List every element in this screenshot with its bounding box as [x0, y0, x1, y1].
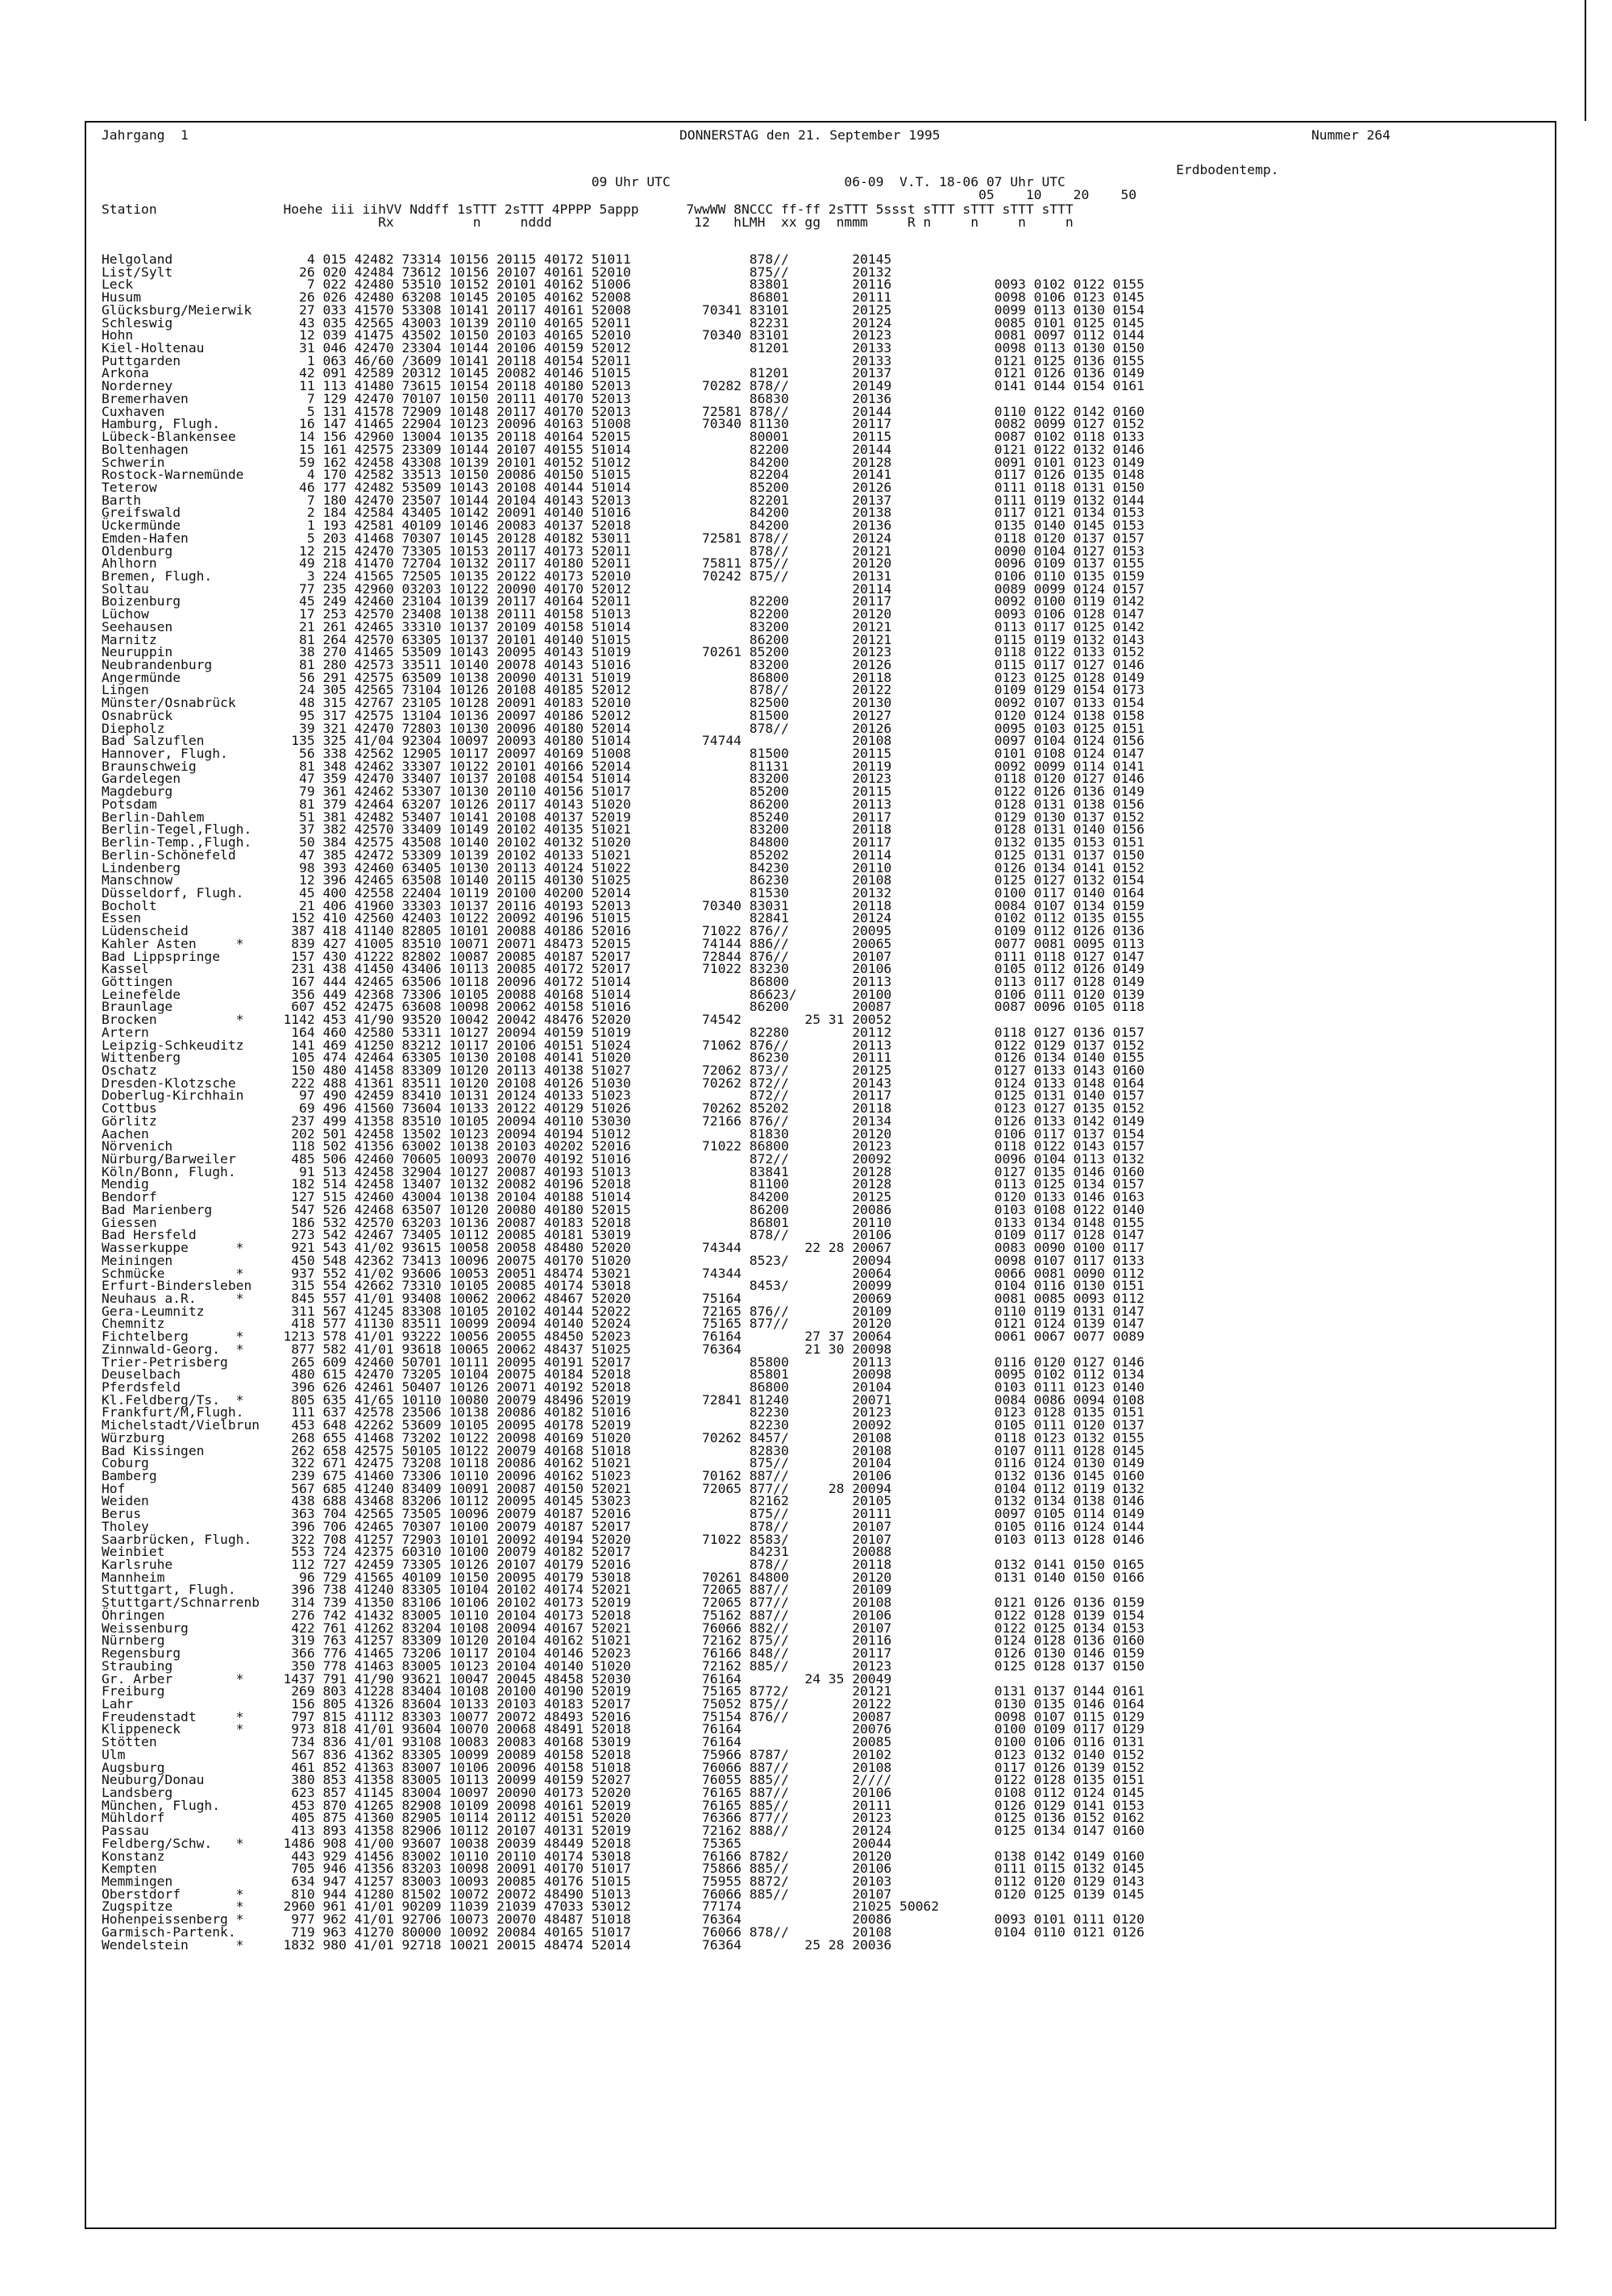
table-row: Erfurt-Bindersleben 315 554 42662 73310 10105 20085 40174 53018 8453/ 20099 0104 0116 0130 0151 — [102, 1278, 1145, 1294]
table-row: List/Sylt 26 020 42484 73612 10156 20107 40161 52010 875// 20132 — [102, 264, 892, 280]
table-row: Weinbiet 553 724 42375 60310 10100 20079 40182 52017 84231 20088 — [102, 1544, 892, 1560]
table-row: Karlsruhe 112 727 42459 73305 10126 20107 40179 52016 878// 20118 0132 0141 0150 0165 — [102, 1557, 1145, 1573]
table-row: Essen 152 410 42560 42403 10122 20092 40196 51015 82841 20124 0102 0112 0135 0155 — [102, 910, 1145, 926]
table-row: Saarbrücken, Flugh. 322 708 41257 72903 10101 20092 40194 52020 71022 8583/ 20107 0103 0113 0128 0146 — [102, 1531, 1145, 1547]
table-row: Coburg 322 671 42475 73208 10118 20086 40162 51021 875// 20104 0116 0124 0130 0149 — [102, 1455, 1145, 1471]
column-header-line-4: Station Hoehe iii iihVV Nddff 1sTTT 2sTTT 4PPPP 5appp 7wwWW 8NCCC ff-ff 2sTTT 5ssst sTTT sTTT sTTT sTTT — [102, 202, 1074, 217]
table-row: Bremerhaven 7 129 42470 70107 10150 20111 40170 52013 86830 20136 — [102, 390, 892, 406]
table-row: Marnitz 81 264 42570 63305 10137 20101 40140 51015 86200 20121 0115 0119 0132 0143 — [102, 631, 1145, 647]
jahrgang-label: Jahrgang 1 — [102, 127, 189, 143]
table-row: Bad Lippspringe 157 430 41222 82802 10087 20085 40187 52017 72844 876// 20107 0111 0118 0127 0147 — [102, 948, 1145, 964]
table-row: Doberlug-Kirchhain 97 490 42459 83410 10131 20124 40133 51023 872// 20117 0125 0131 0140 0157 — [102, 1088, 1145, 1104]
table-row: Straubing 350 778 41463 83005 10123 20104 40140 51020 72162 885// 20123 0125 0128 0137 0150 — [102, 1658, 1145, 1674]
table-row: Weiden 438 688 43468 83206 10112 20095 40145 53023 82162 20105 0132 0134 0138 0146 — [102, 1493, 1145, 1509]
table-row: Kiel-Holtenau 31 046 42470 23304 10144 20106 40159 52012 81201 20133 0098 0113 0130 0150 — [102, 340, 1145, 356]
table-row: Bad Hersfeld 273 542 42467 73405 10112 20085 40181 53019 878// 20106 0109 0117 0128 0147 — [102, 1227, 1145, 1243]
table-row: Landsberg 623 857 41145 83004 10097 20090 40173 52020 76165 887// 20106 0108 0112 0124 0145 — [102, 1784, 1145, 1800]
table-row: Lingen 24 305 42565 73104 10126 20108 40185 52012 878// 20122 0109 0129 0154 0173 — [102, 682, 1145, 698]
table-row: Wendelstein * 1832 980 41/01 92718 10021 20015 48474 52014 76364 25 28 20036 — [102, 1936, 892, 1953]
table-row: Fichtelberg * 1213 578 41/01 93222 10056 20055 48450 52023 76164 27 37 20064 0061 0067 0077 0089 — [102, 1329, 1145, 1345]
table-row: Wasserkuppe * 921 543 41/02 93615 10058 20058 48480 52020 74344 22 28 20067 0083 0090 0100 0117 — [102, 1240, 1145, 1256]
table-row: Stuttgart/Schnarrenb 314 739 41350 83106 10106 20102 40173 52019 72065 877// 20108 0121 0126 0136 0159 — [102, 1595, 1145, 1611]
table-row: Weissenburg 422 761 41262 83204 10108 20094 40167 52021 76066 882// 20107 0122 0125 0134 0153 — [102, 1620, 1145, 1636]
table-row: Freudenstadt * 797 815 41112 83303 10077 20072 48493 52016 75154 876// 20087 0098 0107 0115 0129 — [102, 1708, 1145, 1724]
table-row: Gardelegen 47 359 42470 33407 10137 20108 40154 51014 83200 20123 0118 0120 0127 0146 — [102, 771, 1145, 787]
table-row: Braunlage 607 452 42475 63608 10098 20062 40158 51016 86200 20087 0087 0096 0105 0118 — [102, 999, 1145, 1015]
table-row: Deuselbach 480 615 42470 73205 10104 20075 40184 52018 85801 20098 0095 0102 0112 0134 — [102, 1366, 1145, 1383]
table-row: Öhringen 276 742 41432 83005 10110 20104 40173 52018 75162 887// 20106 0122 0128 0139 0154 — [102, 1607, 1145, 1623]
table-row: Ückermünde 1 193 42581 40109 10146 20083 40137 52018 84200 20136 0135 0140 0145 0153 — [102, 518, 1145, 534]
station-table — [102, 253, 1145, 1951]
table-row: Oldenburg 12 215 42470 73305 10153 20117 40173 52011 878// 20121 0090 0104 0127 0153 — [102, 543, 1145, 559]
page-edge-line — [1585, 0, 1586, 121]
table-row: Magdeburg 79 361 42462 53307 10130 20110 40156 51017 85200 20115 0122 0126 0136 0149 — [102, 784, 1145, 800]
table-row: Barth 7 180 42470 23507 10144 20104 40143 52013 82201 20137 0111 0119 0132 0144 — [102, 492, 1145, 508]
table-row: Giessen 186 532 42570 63203 10136 20087 40183 52018 86801 20110 0133 0134 0148 0155 — [102, 1214, 1145, 1230]
table-row: Mendig 182 514 42458 13407 10132 20082 40196 52018 81100 20128 0113 0125 0134 0157 — [102, 1176, 1145, 1192]
table-row: Schwerin 59 162 42458 43308 10139 20101 40152 51012 84200 20128 0091 0101 0123 0149 — [102, 454, 1145, 470]
table-row: Helgoland 4 015 42482 73314 10156 20115 40172 51011 878// 20145 — [102, 252, 892, 267]
table-row: Glücksburg/Meierwik 27 033 41570 53308 10141 20117 40161 52008 70341 83101 20125 0099 0113 0130 0154 — [102, 302, 1145, 318]
table-row: Hannover, Flugh. 56 338 42562 12905 10117 20097 40169 51008 81500 20115 0101 0108 0124 0147 — [102, 746, 1145, 762]
table-row: Konstanz 443 929 41456 83002 10110 20110 40174 53018 76166 8782/ 20120 0138 0142 0149 0160 — [102, 1848, 1145, 1864]
table-row: Garmisch-Partenk. 719 963 41270 80000 10092 20084 40165 51017 76066 878// 20108 0104 0110 0121 0126 — [102, 1924, 1145, 1940]
table-row: Oberstdorf * 810 944 41280 81502 10072 20072 48490 51013 76066 885// 20107 0120 0125 0139 0145 — [102, 1886, 1145, 1902]
table-row: Manschnow 12 396 42465 63508 10140 20115 40130 51025 86230 20108 0125 0127 0132 0154 — [102, 872, 1145, 888]
table-row: Boizenburg 45 249 42460 23104 10139 20117 40164 52011 82200 20117 0092 0100 0119 0142 — [102, 593, 1145, 609]
table-row: Regensburg 366 776 41465 73206 10117 20104 40146 52023 76166 848// 20117 0126 0130 0146 0159 — [102, 1645, 1145, 1662]
table-row: Rostock-Warnemünde 4 170 42582 33513 10150 20086 40150 51015 82204 20141 0117 0126 0135 0148 — [102, 467, 1145, 483]
table-row: Münster/Osnabrück 48 315 42767 23105 10128 20091 40183 52010 82500 20130 0092 0107 0133 0154 — [102, 695, 1145, 711]
table-row: Lübeck-Blankensee 14 156 42960 13004 10135 20118 40164 52015 80001 20115 0087 0102 0118 0133 — [102, 429, 1145, 445]
table-row: Brocken * 1142 453 41/90 93520 10042 20042 48476 52020 74542 25 31 20052 — [102, 1012, 892, 1028]
table-row: Seehausen 21 261 42465 33310 10137 20109 40158 51014 83200 20121 0113 0117 0125 0142 — [102, 618, 1145, 634]
table-row: Oschatz 150 480 41458 83309 10120 20113 40138 51027 72062 873// 20125 0127 0133 0143 0160 — [102, 1063, 1145, 1078]
table-row: Hohn 12 039 41475 43502 10150 20103 40165 52010 70340 83101 20123 0081 0097 0112 0144 — [102, 327, 1145, 343]
table-row: Würzburg 268 655 41468 73202 10122 20098 40169 51020 70262 8457/ 20108 0118 0123 0132 0155 — [102, 1429, 1145, 1445]
table-row: Husum 26 026 42480 63208 10145 20105 40162 52008 86801 20111 0098 0106 0123 0145 — [102, 289, 1145, 306]
table-row: Schmücke * 937 552 41/02 93606 10053 20051 48474 53021 74344 20064 0066 0081 0090 0112 — [102, 1265, 1145, 1281]
table-row: Hof 567 685 41240 83409 10091 20087 40150 52021 72065 877// 28 20094 0104 0112 0119 0132 — [102, 1480, 1145, 1496]
table-row: Neubrandenburg 81 280 42573 33511 10140 20078 40143 51016 83200 20126 0115 0117 0127 0146 — [102, 657, 1145, 672]
table-row: Greifswald 2 184 42584 43405 10142 20091 40140 51016 84200 20138 0117 0121 0134 0153 — [102, 505, 1145, 521]
table-row: Cottbus 69 496 41560 73604 10133 20122 40129 51026 70262 85202 20118 0123 0127 0135 0152 — [102, 1100, 1145, 1117]
issue-number: Nummer 264 — [1311, 127, 1391, 143]
table-row: Hohenpeissenberg * 977 962 41/01 92706 10073 20070 48487 51018 76364 20086 0093 0101 0111 0120 — [102, 1911, 1145, 1928]
table-row: Diepholz 39 321 42470 72803 10130 20096 40180 52014 878// 20126 0095 0103 0125 0151 — [102, 720, 1145, 736]
column-header-line-1: Erdbodentemp. — [102, 162, 1279, 177]
table-row: Berus 363 704 42565 73505 10096 20079 40187 52016 875// 20111 0097 0105 0114 0149 — [102, 1506, 1145, 1522]
table-row: Norderney 11 113 41480 73615 10154 20118 40180 52013 70282 878// 20149 0141 0144 0154 0161 — [102, 378, 1145, 394]
table-row: Artern 164 460 42580 53311 10127 20094 40159 51019 82280 20112 0118 0127 0136 0157 — [102, 1024, 1145, 1040]
table-row: Neuhaus a.R. * 845 557 41/01 93408 10062 20062 48467 52020 75164 20069 0081 0085 0093 0112 — [102, 1290, 1145, 1306]
table-row: Leipzig-Schkeuditz 141 469 41250 83212 10117 20106 40151 51024 71062 876// 20113 0122 0129 0137 0152 — [102, 1037, 1145, 1053]
table-row: Lindenberg 98 393 42460 63405 10130 20113 40124 51022 84230 20110 0126 0134 0141 0152 — [102, 859, 1145, 876]
table-row: Berlin-Tegel,Flugh. 37 382 42570 33409 10149 20102 40135 51021 83200 20118 0128 0131 0140 0156 — [102, 821, 1145, 838]
table-row: Feldberg/Schw. * 1486 908 41/00 93607 10038 20039 48449 52018 75365 20044 — [102, 1835, 892, 1851]
table-row: Neuburg/Donau 380 853 41358 83005 10113 20099 40159 52027 76055 885// 2//// 0122 0128 0135 0151 — [102, 1772, 1145, 1788]
table-row: Soltau 77 235 42960 03203 10122 20090 40170 52012 20114 0089 0099 0124 0157 — [102, 580, 1145, 597]
table-row: Lüchow 17 253 42570 23408 10138 20111 40158 51013 82200 20120 0093 0106 0128 0147 — [102, 606, 1145, 622]
table-row: Boltenhagen 15 161 42575 23309 10144 20107 40155 51014 82200 20144 0121 0122 0132 0146 — [102, 441, 1145, 457]
table-row: Düsseldorf, Flugh. 45 400 42558 22404 10119 20100 40200 52014 81530 20132 0100 0117 0140 0164 — [102, 884, 1145, 901]
table-row: Bad Salzuflen 135 325 41/04 92304 10097 20093 40180 51014 74744 20108 0097 0104 0124 0156 — [102, 733, 1145, 749]
table-row: Emden-Hafen 5 203 41468 70307 10145 20128 40182 53011 72581 878// 20124 0118 0120 0137 0157 — [102, 530, 1145, 546]
table-row: Mühldorf 405 875 41360 82905 10114 20112 40151 52020 76366 877// 20123 0125 0136 0152 0162 — [102, 1810, 1145, 1826]
table-row: Braunschweig 81 348 42462 33307 10122 20101 40166 52014 81131 20119 0092 0099 0114 0141 — [102, 758, 1145, 774]
table-row: Lahr 156 805 41326 83604 10133 20103 40183 52017 75052 875// 20122 0130 0135 0146 0164 — [102, 1695, 1145, 1712]
table-row: Leck 7 022 42480 53510 10152 20101 40162 51006 83801 20116 0093 0102 0122 0155 — [102, 277, 1145, 293]
table-row: Cuxhaven 5 131 41578 72909 10148 20117 40170 52013 72581 878// 20144 0110 0122 0142 0160 — [102, 403, 1145, 419]
table-row: Memmingen 634 947 41257 83003 10093 20085 40176 51015 75955 8872/ 20103 0112 0120 0129 0143 — [102, 1874, 1145, 1889]
table-row: Teterow 46 177 42482 53509 10143 20108 40144 51014 85200 20126 0111 0118 0131 0150 — [102, 479, 1145, 495]
table-row: Nürnberg 319 763 41257 83309 10120 20104 40162 51021 72162 875// 20116 0124 0128 0136 0160 — [102, 1633, 1145, 1649]
table-row: Stötten 734 836 41/01 93108 10083 20083 40168 53019 76164 20085 0100 0106 0116 0131 — [102, 1734, 1145, 1750]
table-row: Michelstadt/Vielbrun 453 648 42262 53609 10105 20095 40178 52019 82230 20092 0105 0111 0120 0137 — [102, 1417, 1145, 1433]
table-row: Angermünde 56 291 42575 63509 10138 20090 40131 51019 86800 20118 0123 0125 0128 0149 — [102, 669, 1145, 685]
table-row: Ahlhorn 49 218 41470 72704 10132 20117 40180 52011 75811 875// 20120 0096 0109 0137 0155 — [102, 555, 1145, 572]
table-row: München, Flugh. 453 870 41265 82908 10109 20098 40161 52019 76165 885// 20111 0126 0129 0141 0153 — [102, 1797, 1145, 1813]
table-row: Passau 413 893 41358 82906 10112 20107 40131 52019 72162 888// 20124 0125 0134 0147 0160 — [102, 1823, 1145, 1839]
table-row: Aachen 202 501 42458 13502 10123 20094 40194 51012 81830 20120 0106 0117 0137 0154 — [102, 1125, 1145, 1142]
table-row: Ulm 567 836 41362 83305 10099 20089 40158 52018 75966 8787/ 20102 0123 0132 0140 0152 — [102, 1746, 1145, 1762]
column-header-line-2: 09 Uhr UTC 06-09 V.T. 18-06 07 Uhr UTC — [102, 174, 1066, 189]
report-date: DONNERSTAG den 21. September 1995 — [679, 127, 941, 143]
table-row: Berlin-Dahlem 51 381 42482 53407 10141 20108 40137 52019 85240 20117 0129 0130 0137 0152 — [102, 809, 1145, 825]
table-row: Leinefelde 356 449 42368 73306 10105 20088 40168 51014 86623/ 20100 0106 0111 0120 0139 — [102, 986, 1145, 1002]
table-row: Hamburg, Flugh. 16 147 41465 22904 10123 20096 40163 51008 70340 81130 20117 0082 0099 0127 0152 — [102, 416, 1145, 432]
table-row: Nürburg/Barweiler 485 506 42460 70605 10093 20070 40192 51016 872// 20092 0096 0104 0113 0132 — [102, 1151, 1145, 1167]
table-row: Bocholt 21 406 41960 33303 10137 20116 40193 52013 70340 83031 20118 0084 0107 0134 0159 — [102, 897, 1145, 913]
table-row: Berlin-Schönefeld 47 385 42472 53309 10139 20102 40133 51021 85202 20114 0125 0131 0137 0150 — [102, 846, 1145, 863]
table-row: Neuruppin 38 270 41465 53509 10143 20095 40143 51019 70261 85200 20123 0118 0122 0133 0152 — [102, 644, 1145, 660]
table-row: Freiburg 269 803 41228 83404 10108 20100 40190 52019 75165 8772/ 20121 0131 0137 0144 0161 — [102, 1683, 1145, 1699]
table-row: Trier-Petrisberg 265 609 42460 50701 10111 20095 40191 52017 85800 20113 0116 0120 0127 0146 — [102, 1354, 1145, 1370]
table-row: Kahler Asten * 839 427 41005 83510 10071 20071 48473 52015 74144 886// 20065 0077 0081 0095 0113 — [102, 935, 1145, 951]
table-row: Bad Kissingen 262 658 42575 50105 10122 20079 40168 51018 82830 20108 0107 0111 0128 0145 — [102, 1442, 1145, 1458]
table-row: Schleswig 43 035 42565 43003 10139 20110 40165 52011 82231 20124 0085 0101 0125 0145 — [102, 314, 1145, 331]
table-row: Kempten 705 946 41356 83203 10098 20091 40170 51017 75866 885// 20106 0111 0115 0132 0145 — [102, 1861, 1145, 1877]
table-row: Frankfurt/M,Flugh. 111 637 42578 23506 10138 20086 40182 51016 82230 20123 0123 0128 0135 0151 — [102, 1404, 1145, 1420]
table-row: Gr. Arber * 1437 791 41/90 93621 10047 20045 48458 52030 76164 24 35 20049 — [102, 1670, 892, 1687]
table-row: Kl.Feldberg/Ts. * 805 635 41/65 10110 10080 20079 48496 52019 72841 81240 20071 0084 0086 0094 0108 — [102, 1391, 1145, 1408]
table-row: Mannheim 96 729 41565 40109 10150 20095 40179 53018 70261 84800 20120 0131 0140 0150 0166 — [102, 1569, 1145, 1585]
table-row: Bad Marienberg 547 526 42468 63507 10120 20080 40180 52015 86200 20086 0103 0108 0122 0140 — [102, 1201, 1145, 1217]
table-row: Zugspitze * 2960 961 41/01 90209 11039 21039 47033 53012 77174 21025 50062 — [102, 1899, 940, 1915]
table-row: Kassel 231 438 41450 43406 10113 20085 40172 52017 71022 83230 20106 0105 0112 0126 0149 — [102, 961, 1145, 977]
table-row: Gera-Leumnitz 311 567 41245 83308 10105 20102 40144 52022 72165 876// 20109 0110 0119 0131 0147 — [102, 1303, 1145, 1319]
table-row: Arkona 42 091 42589 20312 10145 20082 40146 51015 81201 20137 0121 0126 0136 0149 — [102, 365, 1145, 381]
table-row: Bendorf 127 515 42460 43004 10138 20104 40188 51014 84200 20125 0120 0133 0146 0163 — [102, 1189, 1145, 1205]
table-row: Nörvenich 118 502 41356 63002 10138 20103 40202 52016 71022 86800 20123 0118 0122 0143 0157 — [102, 1138, 1145, 1154]
table-row: Osnabrück 95 317 42575 13104 10136 20097 40186 52012 81500 20127 0120 0124 0138 0158 — [102, 707, 1145, 723]
table-row: Klippeneck * 973 818 41/01 93604 10070 20068 48491 52018 76164 20076 0100 0109 0117 0129 — [102, 1721, 1145, 1737]
column-header-line-5: Rx n nddd 12 hLMH xx gg nmmm R n n n n — [102, 214, 1074, 230]
table-row: Bamberg 239 675 41460 73306 10110 20096 40162 51023 70162 887// 20106 0132 0136 0145 0160 — [102, 1468, 1145, 1483]
table-row: Görlitz 237 499 41358 83510 10105 20094 40110 53030 72166 876// 20134 0126 0133 0142 0149 — [102, 1113, 1145, 1129]
table-row: Potsdam 81 379 42464 63207 10126 20117 40143 51020 86200 20113 0128 0131 0138 0156 — [102, 796, 1145, 812]
table-row: Dresden-Klotzsche 222 488 41361 83511 10120 20108 40126 51030 70262 872// 20143 0124 0133 0148 0164 — [102, 1075, 1145, 1091]
column-header-line-3: 05 10 20 50 — [102, 187, 1137, 202]
table-row: Göttingen 167 444 42465 63506 10118 20096 40172 51014 86800 20113 0113 0117 0128 0149 — [102, 973, 1145, 989]
table-row: Chemnitz 418 577 41130 83511 10099 20094 40140 52024 75165 877// 20120 0121 0124 0139 0147 — [102, 1316, 1145, 1332]
table-row: Meiningen 450 548 42362 73413 10096 20075 40170 51020 8523/ 20094 0098 0107 0117 0133 — [102, 1252, 1145, 1268]
table-row: Bremen, Flugh. 3 224 41565 72505 10135 20122 40173 52010 70242 875// 20131 0106 0110 0135 0159 — [102, 568, 1145, 584]
table-row: Berlin-Temp.,Flugh. 50 384 42575 43508 10140 20102 40132 51020 84800 20117 0132 0135 0153 0151 — [102, 834, 1145, 851]
table-row: Lüdenscheid 387 418 41140 82805 10101 20088 40186 52016 71022 876// 20095 0109 0112 0126 0136 — [102, 923, 1145, 939]
table-row: Puttgarden 1 063 46/60 /3609 10141 20118 40154 52011 20133 0121 0125 0136 0155 — [102, 352, 1145, 368]
table-row: Zinnwald-Georg. * 877 582 41/01 93618 10065 20062 48437 51025 76364 21 30 20098 — [102, 1341, 892, 1357]
table-row: Wittenberg 105 474 42464 63305 10130 20108 40141 51020 86230 20111 0126 0134 0140 0155 — [102, 1050, 1145, 1066]
table-row: Tholey 396 706 42465 70307 10100 20079 40187 52017 878// 20107 0105 0116 0124 0144 — [102, 1518, 1145, 1534]
table-row: Köln/Bonn, Flugh. 91 513 42458 32904 10127 20087 40193 51013 83841 20128 0127 0135 0146 0160 — [102, 1163, 1145, 1179]
table-row: Augsburg 461 852 41363 83007 10106 20096 40158 51018 76066 887// 20108 0117 0126 0139 0152 — [102, 1759, 1145, 1775]
table-row: Stuttgart, Flugh. 396 738 41240 83305 10104 20102 40174 52021 72065 887// 20109 — [102, 1582, 892, 1598]
table-row: Pferdsfeld 396 626 42461 50407 10126 20071 40192 52018 86800 20104 0103 0111 0123 0140 — [102, 1379, 1145, 1395]
